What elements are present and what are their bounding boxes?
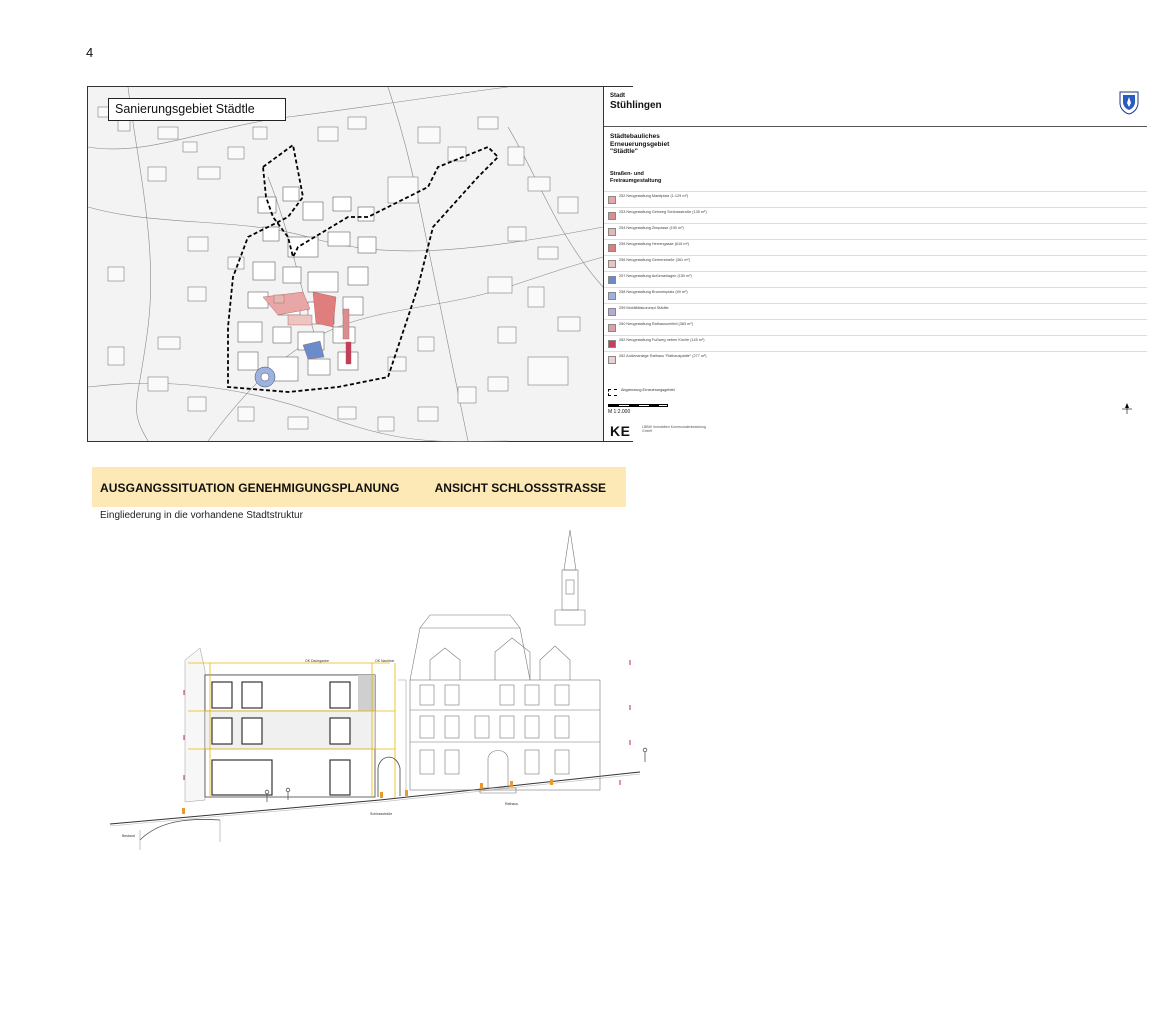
coat-of-arms-icon <box>1119 91 1139 115</box>
legend-section-line1: Straßen- und <box>610 171 644 177</box>
legend-area-title-line3: "Städtle" <box>610 148 638 155</box>
ke-company-text: LBBW Immobilien Kommunalentwicklung GmbH <box>642 425 706 433</box>
legend-item <box>604 351 1147 367</box>
boundary-symbol <box>608 389 617 396</box>
map-drawing <box>88 87 603 441</box>
legend-section-line2: Freiraumgestaltung <box>610 177 662 184</box>
scale-text: M 1:2.000 <box>608 409 631 415</box>
legend-item-text: 257 Neugestaltung Außenanlagen (150 m²) <box>619 274 692 278</box>
legend-item <box>604 319 1147 335</box>
legend-area-title-line2: Erneuerungsgebiet <box>610 140 670 148</box>
legend-swatch <box>608 324 616 332</box>
legend-item <box>604 287 1147 303</box>
legend-list <box>604 191 1147 367</box>
section-subtitle: Eingliederung in die vorhandene Stadtstruktur <box>100 510 303 521</box>
banner-title: AUSGANGSSITUATION GENEHMIGUNGSPLANUNG <box>100 481 400 495</box>
legend-swatch <box>608 276 616 284</box>
elevation-label-mid: Schlossstraße <box>370 812 393 816</box>
legend-area-title <box>610 133 730 156</box>
legend-item-text: 256 Neugestaltung Gerberstraße (361 m²) <box>619 258 690 262</box>
legend-swatch <box>608 212 616 220</box>
section-banner <box>92 467 626 507</box>
elevation-label-left: Bestand <box>122 834 135 838</box>
svg-text:OK Nachbar: OK Nachbar <box>375 659 395 663</box>
street-elevation-drawing <box>100 530 660 890</box>
north-arrow-icon <box>1121 403 1133 415</box>
legend-boundary-item <box>608 387 1151 401</box>
legend-item <box>604 335 1147 351</box>
legend-item-text: 254 Neugestaltung Zimpasse (190 m²) <box>619 226 684 230</box>
ke-logo: KE <box>610 423 631 439</box>
page-number: 4 <box>86 45 94 60</box>
legend-item <box>604 271 1147 287</box>
legend-item <box>604 223 1147 239</box>
legend-item <box>604 239 1147 255</box>
legend-item <box>604 207 1147 223</box>
elevation-label-right: Rathaus <box>505 802 519 806</box>
legend-item-text: 260 Neugestaltung Rathausumfeld (383 m²) <box>619 322 693 326</box>
legend-item-text: 252 Neugestaltung Marktplatz (1.129 m²) <box>619 194 689 198</box>
legend-item-text: 262 Außenanlage Rathaus "Rathausplatte" (277 m²) <box>619 354 707 358</box>
legend-swatch <box>608 356 616 364</box>
legend-item-text: 255 Neugestaltung Herrengasse (616 m²) <box>619 242 690 246</box>
boundary-text: Abgrenzung Erneuerungsgebiet <box>621 388 675 392</box>
legend-swatch <box>608 260 616 268</box>
legend-item-text: 258 Neugestaltung Brunnenplatz (69 m²) <box>619 290 688 294</box>
legend-area-title-line1: Städtebauliches <box>610 133 660 140</box>
legend-section-title <box>610 171 661 184</box>
banner-view-title: ANSICHT SCHLOSSSTRASSE <box>434 481 606 495</box>
legend-swatch <box>608 196 616 204</box>
legend-item-text: 253 Neugestaltung Gehweg Schlossstraße (135 m²) <box>619 210 707 214</box>
legend-item-text: 262 Neugestaltung Fußweg neben Kirche (145 m²) <box>619 338 705 342</box>
legend-item-text: 259 Mobilitätskonzept Städtle <box>619 306 669 310</box>
legend-item <box>604 303 1147 319</box>
legend-title-block <box>604 87 1147 127</box>
map-area-label: Sanierungsgebiet Städtle <box>108 98 286 121</box>
legend-swatch <box>608 292 616 300</box>
map-legend <box>603 87 1147 441</box>
legend-item <box>604 191 1147 207</box>
scale-block <box>608 402 718 424</box>
elevation-svg <box>100 530 660 890</box>
legend-swatch <box>608 308 616 316</box>
scale-bar <box>608 404 668 407</box>
legend-city: Stühlingen <box>610 100 662 111</box>
legend-swatch <box>608 228 616 236</box>
site-plan-map <box>88 87 603 441</box>
map-figure <box>87 86 707 442</box>
legend-item <box>604 255 1147 271</box>
legend-swatch <box>608 244 616 252</box>
legend-city-prefix: Stadt <box>610 93 625 99</box>
svg-text:OK Dachgaube: OK Dachgaube <box>305 659 329 663</box>
legend-swatch <box>608 340 616 348</box>
